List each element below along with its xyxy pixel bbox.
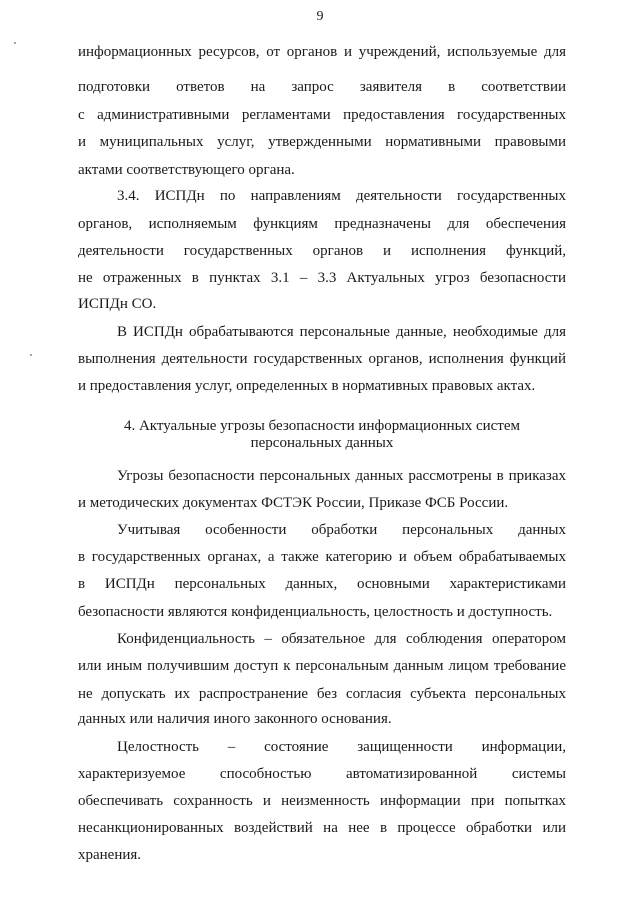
text-line: обеспечивать сохранность и неизменность информации при попытках [78,793,566,809]
scan-speck [14,42,16,44]
page-number: 9 [316,9,324,24]
section-heading: 4. Актуальные угрозы безопасности информационных систем [123,418,521,434]
text-line: с административными регламентами предоставления государственных [78,107,566,123]
text-line: и муниципальных услуг, утвержденными нормативными правовыми [78,134,566,150]
text-line: не допускать их распространение без согласия субъекта персональных [78,686,566,702]
text-line: в ИСПДн персональных данных, основными характеристиками [78,576,566,592]
text-line: актами соответствующего органа. [78,162,295,178]
text-line: деятельности государственных органов и исполнения функций, [78,243,566,259]
text-line: не отраженных в пунктах 3.1 – 3.3 Актуальных угроз безопасности [78,270,566,286]
text-line: или иным получившим доступ к персональным данным лицом требование [78,658,566,674]
text-line: подготовки ответов на запрос заявителя в соответствии [78,79,566,95]
text-line: характеризуемое способностью автоматизированной системы [78,766,566,782]
text-line: 3.4. ИСПДн по направлениям деятельности государственных [117,188,566,204]
text-line: несанкционированных воздействий на нее в процессе обработки или [78,820,566,836]
text-line: и предоставления услуг, определенных в нормативных правовых актах. [78,378,536,394]
text-line: Угрозы безопасности персональных данных рассмотрены в приказах [117,468,566,484]
text-line: хранения. [78,847,142,863]
text-line: органов, исполняемым функциям предназначены для обеспечения [78,216,566,232]
text-line: данных или наличия иного законного основания. [78,711,392,727]
text-line: в государственных органах, а также категорию и объем обрабатываемых [78,549,566,565]
text-line: выполнения деятельности государственных органов, исполнения функций [78,351,566,367]
scan-speck [30,354,32,356]
text-line: и методических документах ФСТЭК России, Приказе ФСБ России. [78,495,509,511]
text-line: Учитывая особенности обработки персональных данных [117,522,566,538]
text-line: безопасности являются конфиденциальность, целостность и доступность. [78,604,553,620]
text-line: ИСПДн СО. [78,296,157,312]
text-line: информационных ресурсов, от органов и учреждений, используемые для [78,44,566,60]
text-line: В ИСПДн обрабатываются персональные данные, необходимые для [117,324,566,340]
section-heading: персональных данных [250,435,394,451]
text-line: Целостность – состояние защищенности информации, [117,739,566,755]
text-line: Конфиденциальность – обязательное для соблюдения оператором [117,631,566,647]
